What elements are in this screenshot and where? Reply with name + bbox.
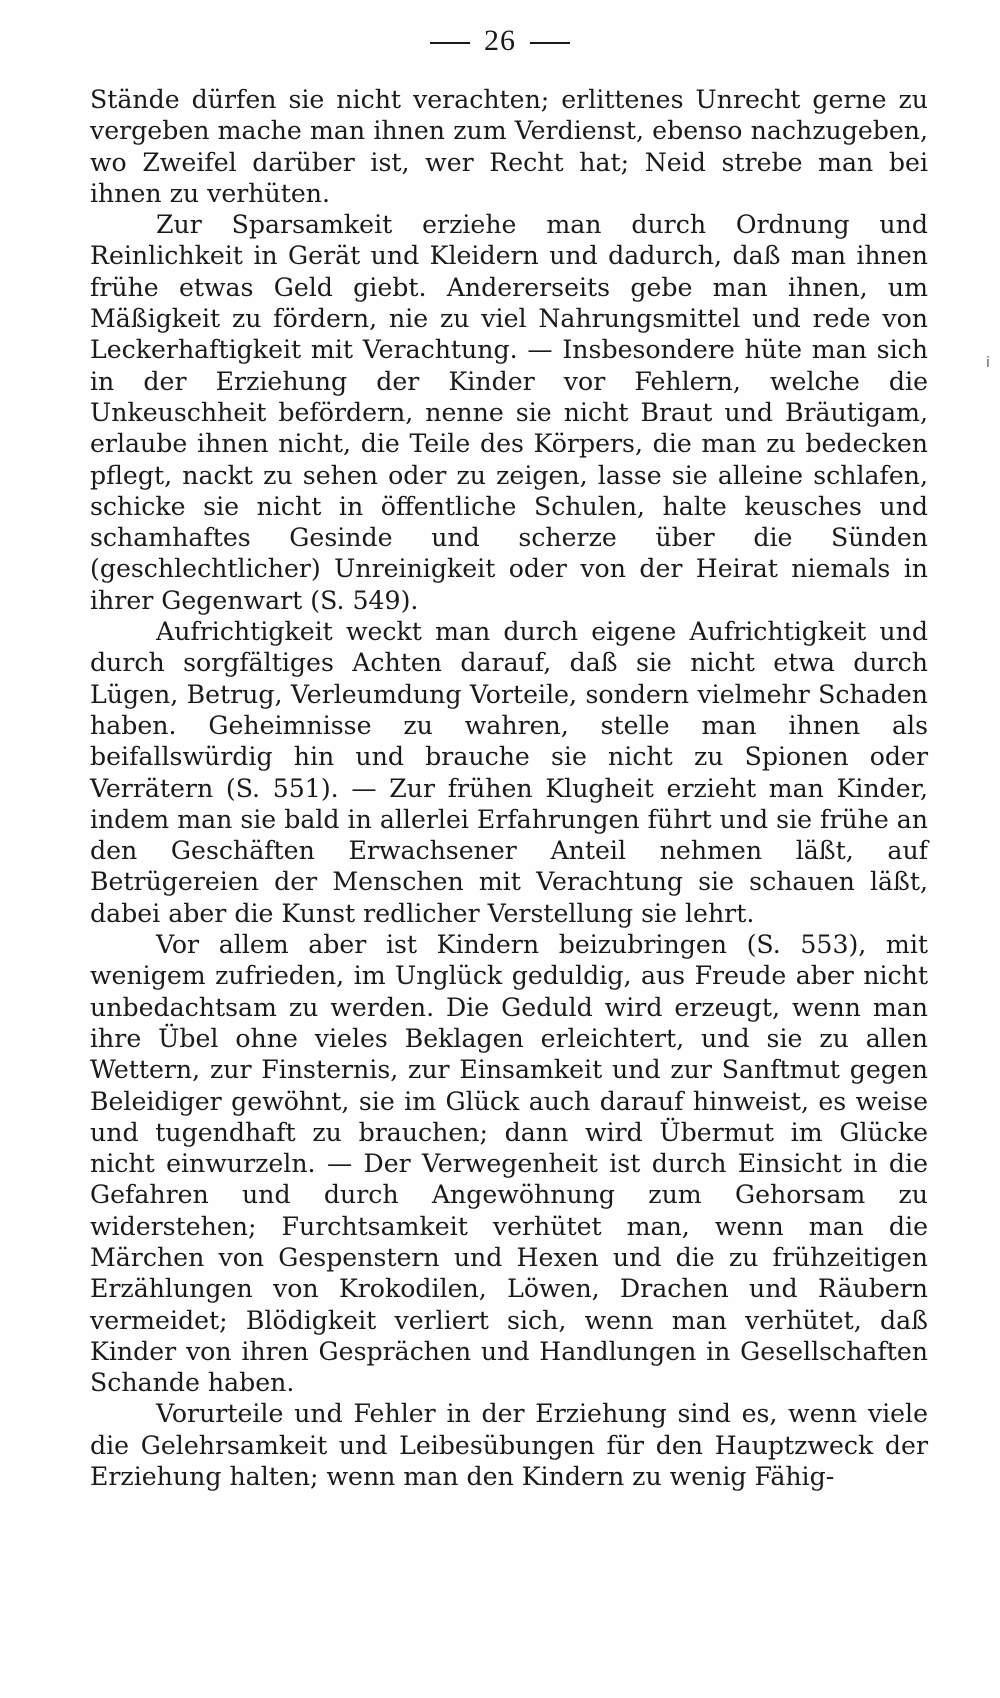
header-dash-right <box>530 42 570 44</box>
page-header <box>0 24 1000 58</box>
paragraph-5: Vorurteile und Fehler in der Erziehung sind es, wenn viele die Gelehrsamkeit und Leibesübungen für den Hauptzweck der Erziehung halten; wenn man den Kindern zu wenig Fähig- <box>90 1399 928 1492</box>
header-dash-left <box>430 42 470 44</box>
paragraph-2: Zur Sparsamkeit erziehe man durch Ordnung und Reinlichkeit in Gerät und Kleidern und dadurch, daß man ihnen frühe etwas Geld giebt. Andererseits gebe man ihnen, um Mäßigkeit zu fördern, nie zu viel Nahrungsmittel und rede von Leckerhaftigkeit mit Verachtung. — Insbesondere hüte man sich in der Erziehung der Kinder vor Fehlern, welche die Unkeuschheit befördern, nenne sie nicht Braut und Bräutigam, erlaube ihnen nicht, die Teile des Körpers, die man zu bedecken pflegt, nackt zu sehen oder zu zeigen, lasse sie alleine schlafen, schicke sie nicht in öffentliche Schulen, halte keusches und schamhaftes Gesinde und scherze über die Sünden (geschlechtlicher) Unreinigkeit oder von der Heirat niemals in ihrer Gegenwart (S. 549). <box>90 210 928 615</box>
paragraph-4: Vor allem aber ist Kindern beizubringen (S. 553), mit wenigem zufrieden, im Unglück geduldig, aus Freude aber nicht unbedachtsam zu werden. Die Geduld wird erzeugt, wenn man ihre Übel ohne vieles Beklagen erleichtert, und sie zu allen Wettern, zur Finsternis, zur Einsamkeit und zur Sanftmut gegen Beleidiger gewöhnt, sie im Glück auch darauf hinweist, es weise und tugendhaft zu brauchen; dann wird Übermut im Glücke nicht einwurzeln. — Der Verwegenheit ist durch Einsicht in die Gefahren und durch Angewöhnung zum Gehorsam zu widerstehen; Furchtsamkeit verhütet man, wenn man die Märchen von Gespenstern und Hexen und die zu frühzeitigen Erzählungen von Krokodilen, Löwen, Drachen und Räubern vermeidet; Blödigkeit verliert sich, wenn man verhütet, daß Kinder von ihren Gesprächen und Handlungen in Gesellschaften Schande haben. <box>90 930 928 1398</box>
page-number: 26 <box>484 24 516 57</box>
paragraph-3: Aufrichtigkeit weckt man durch eigene Aufrichtigkeit und durch sorgfältiges Achten darauf, daß sie nicht etwa durch Lügen, Betrug, Verleumdung Vorteile, sondern vielmehr Schaden haben. Geheimnisse zu wahren, stelle man ihnen als beifallswürdig hin und brauche sie nicht zu Spionen oder Verrätern (S. 551). — Zur frühen Klugheit erzieht man Kinder, indem man sie bald in allerlei Erfahrungen führt und sie frühe an den Geschäften Erwachsener Anteil nehmen läßt, auf Betrügereien der Menschen mit Verachtung sie schauen läßt, dabei aber die Kunst redlicher Verstellung sie lehrt. <box>90 617 929 928</box>
body-text <box>90 84 928 1492</box>
margin-mark: i <box>986 355 990 371</box>
paragraph-1: Stände dürfen sie nicht verachten; erlittenes Unrecht gerne zu vergeben mache man ihnen zum Verdienst, ebenso nachzugeben, wo Zweifel darüber ist, wer Recht hat; Neid strebe man bei ihnen zu verhüten. <box>90 85 928 208</box>
